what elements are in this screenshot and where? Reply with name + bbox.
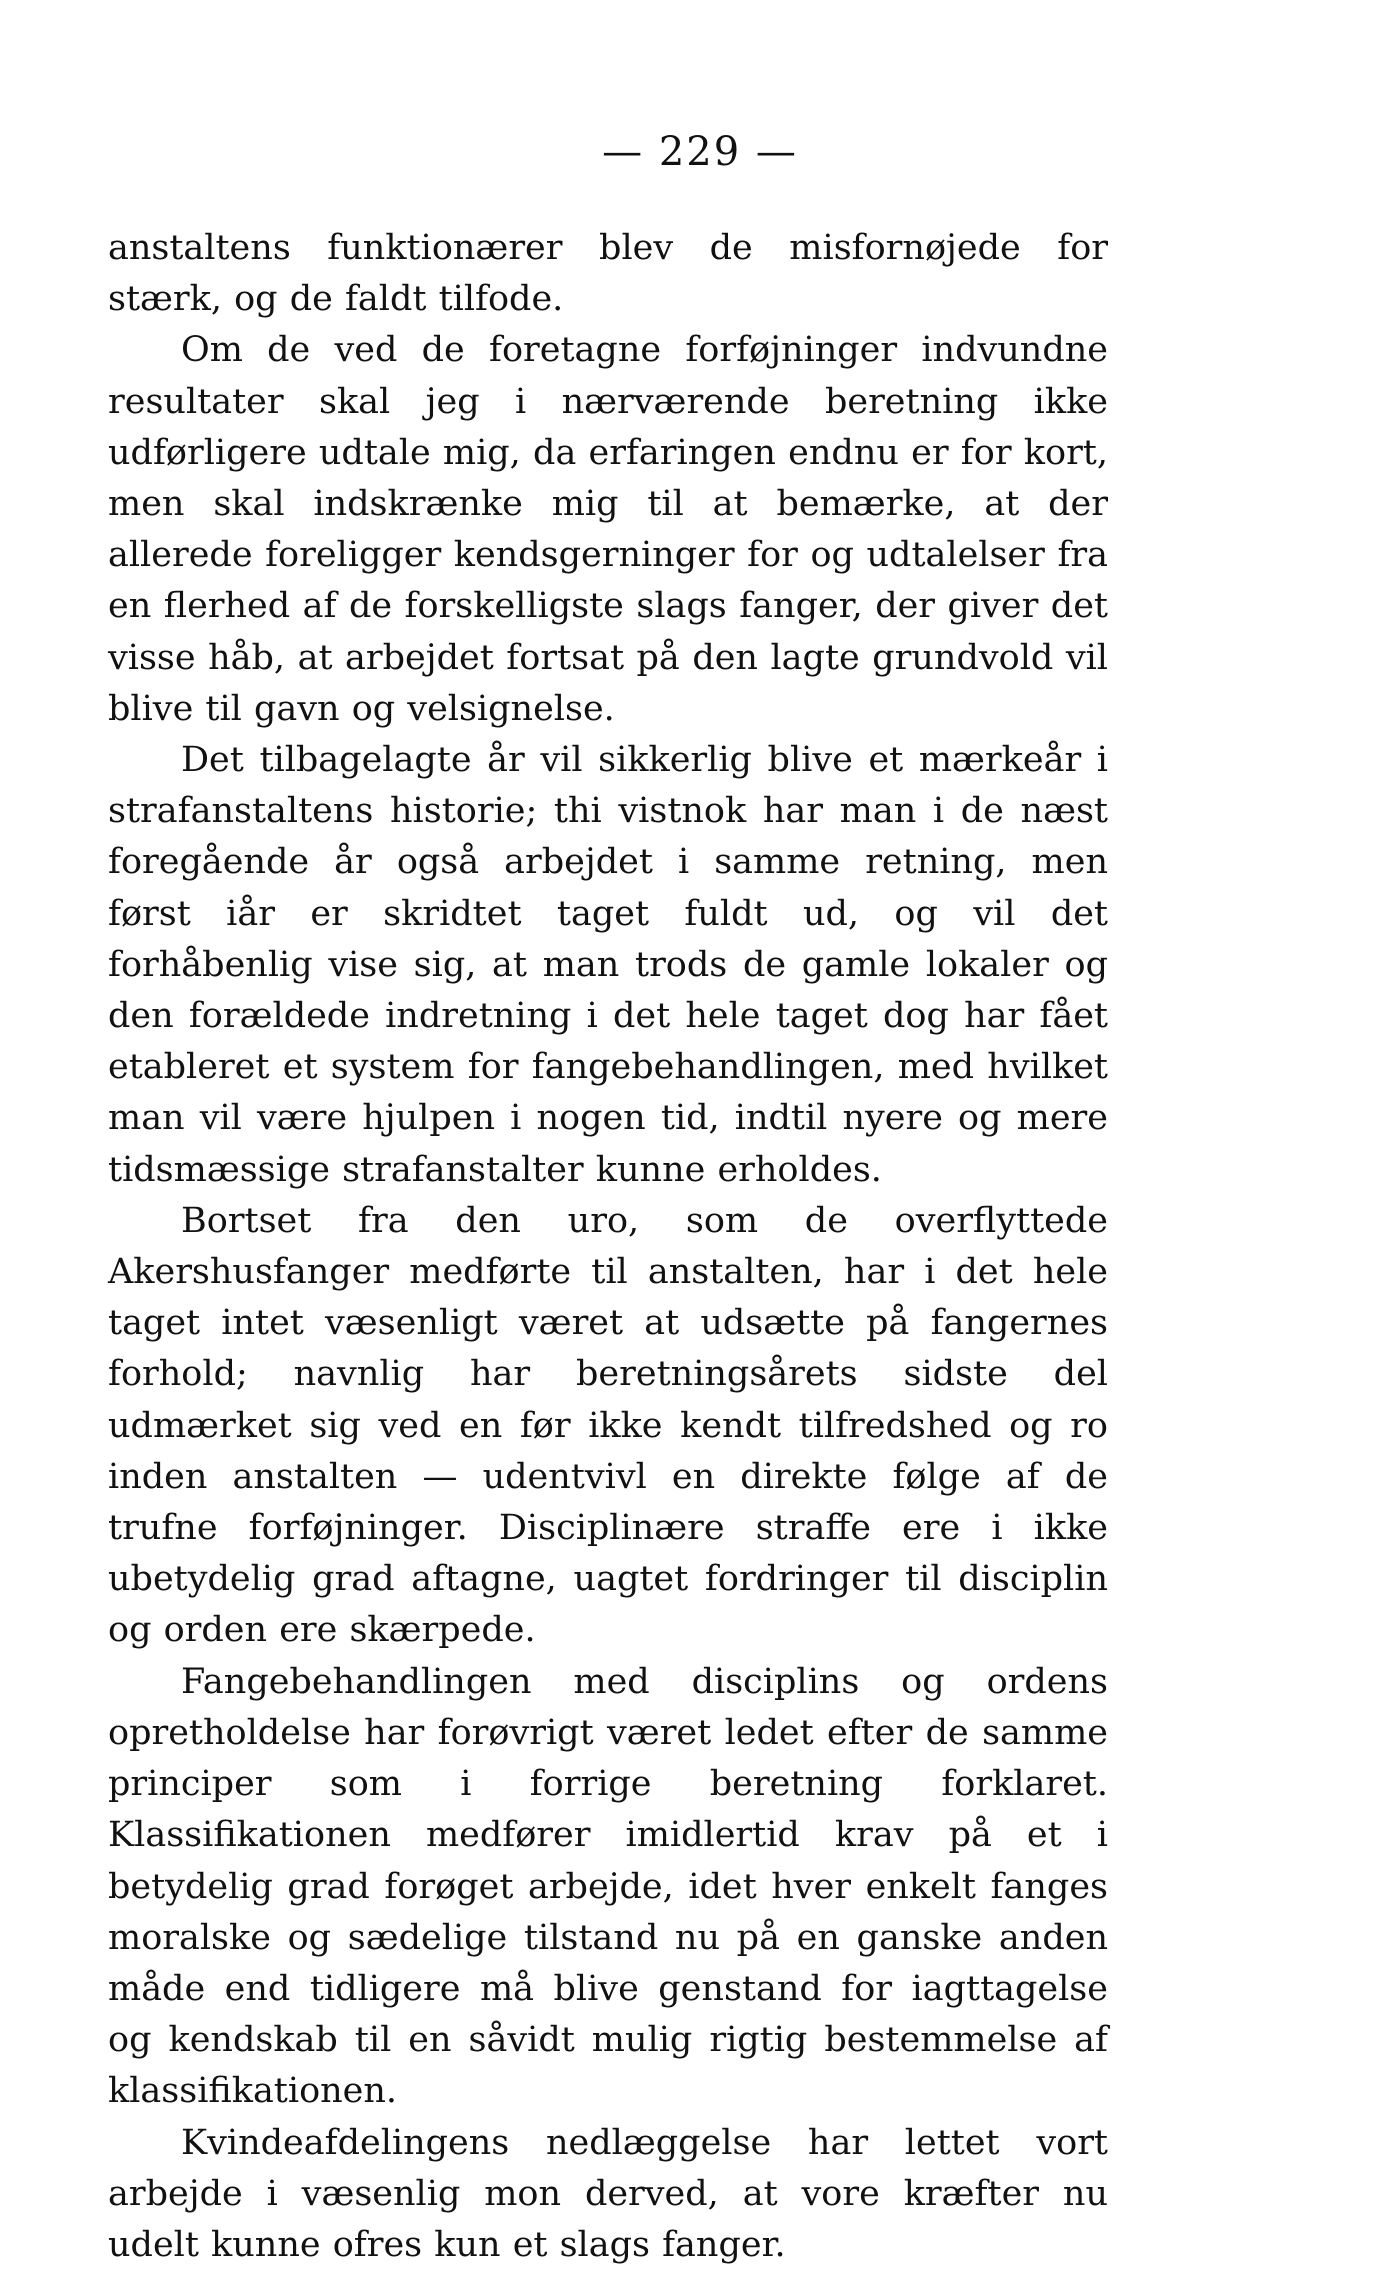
paragraph-prisoner-conduct: Bortset fra den uro, som de overflyttede Akershusfanger medførte til anstalten, har i det hele taget intet væsenligt været at udsætte på fangernes forhold; navnlig har beretningsårets sidste del udmærket sig ved en før ikke kendt tilfredshed og ro inden anstalten — udentvivl en direkte følge af de trufne forføjninger. Disciplinære straffe ere i ikke ubetydelig grad aftagne, uagtet fordringer til disciplin og orden ere skærpede. [108, 1200, 1108, 1651]
paragraph-continuation: anstaltens funktionærer blev de misfornøjede for stærk, og de faldt tilfode. [108, 228, 1108, 320]
paragraph-results: Om de ved de foretagne forføjninger indvundne resultater skal jeg i nærværende beretning ikke udførligere udtale mig, da erfaringen endnu er for kort, men skal indskrænke mig til at bemærke, at der allerede foreligger kendsgerninger for og udtalelser fra en flerhed af de forskelligste slags fanger, der giver det visse håb, at arbejdet fortsat på den lagte grundvold vil blive til gavn og velsignelse. [108, 330, 1108, 729]
body-text [108, 223, 1108, 2271]
paragraph-women-department: Kvindeafdelingens nedlæggelse har lettet vort arbejde i væsenlig mon derved, at vore kræfter nu udelt kunne ofres kun et slags fanger. [108, 2122, 1108, 2265]
paragraph-classification: Fangebehandlingen med disciplins og ordens opretholdelse har forøvrigt været ledet efter de samme principer som i forrige beretning forklaret. Klassifikationen medfører imidlertid krav på et i betydelig grad forøget arbejde, idet hver enkelt fanges moralske og sædelige tilstand nu på en ganske anden måde end tidligere må blive genstand for iagttagelse og kendskab til en såvidt mulig rigtig bestemmelse af klassifikationen. [108, 1661, 1108, 2112]
page-number-header: — 229 — [602, 129, 798, 175]
paragraph-milestone-year: Det tilbagelagte år vil sikkerlig blive et mærkeår i strafanstaltens historie; thi vistnok har man i de næst foregående år også arbejdet i samme retning, men først iår er skridtet taget fuldt ud, og vil det forhåbenlig vise sig, at man trods de gamle lokaler og den forældede indretning i det hele taget dog har fået etableret et system for fangebehandlingen, med hvilket man vil være hjulpen i nogen tid, indtil nyere og mere tidsmæssige strafanstalter kunne erholdes. [108, 740, 1108, 1190]
